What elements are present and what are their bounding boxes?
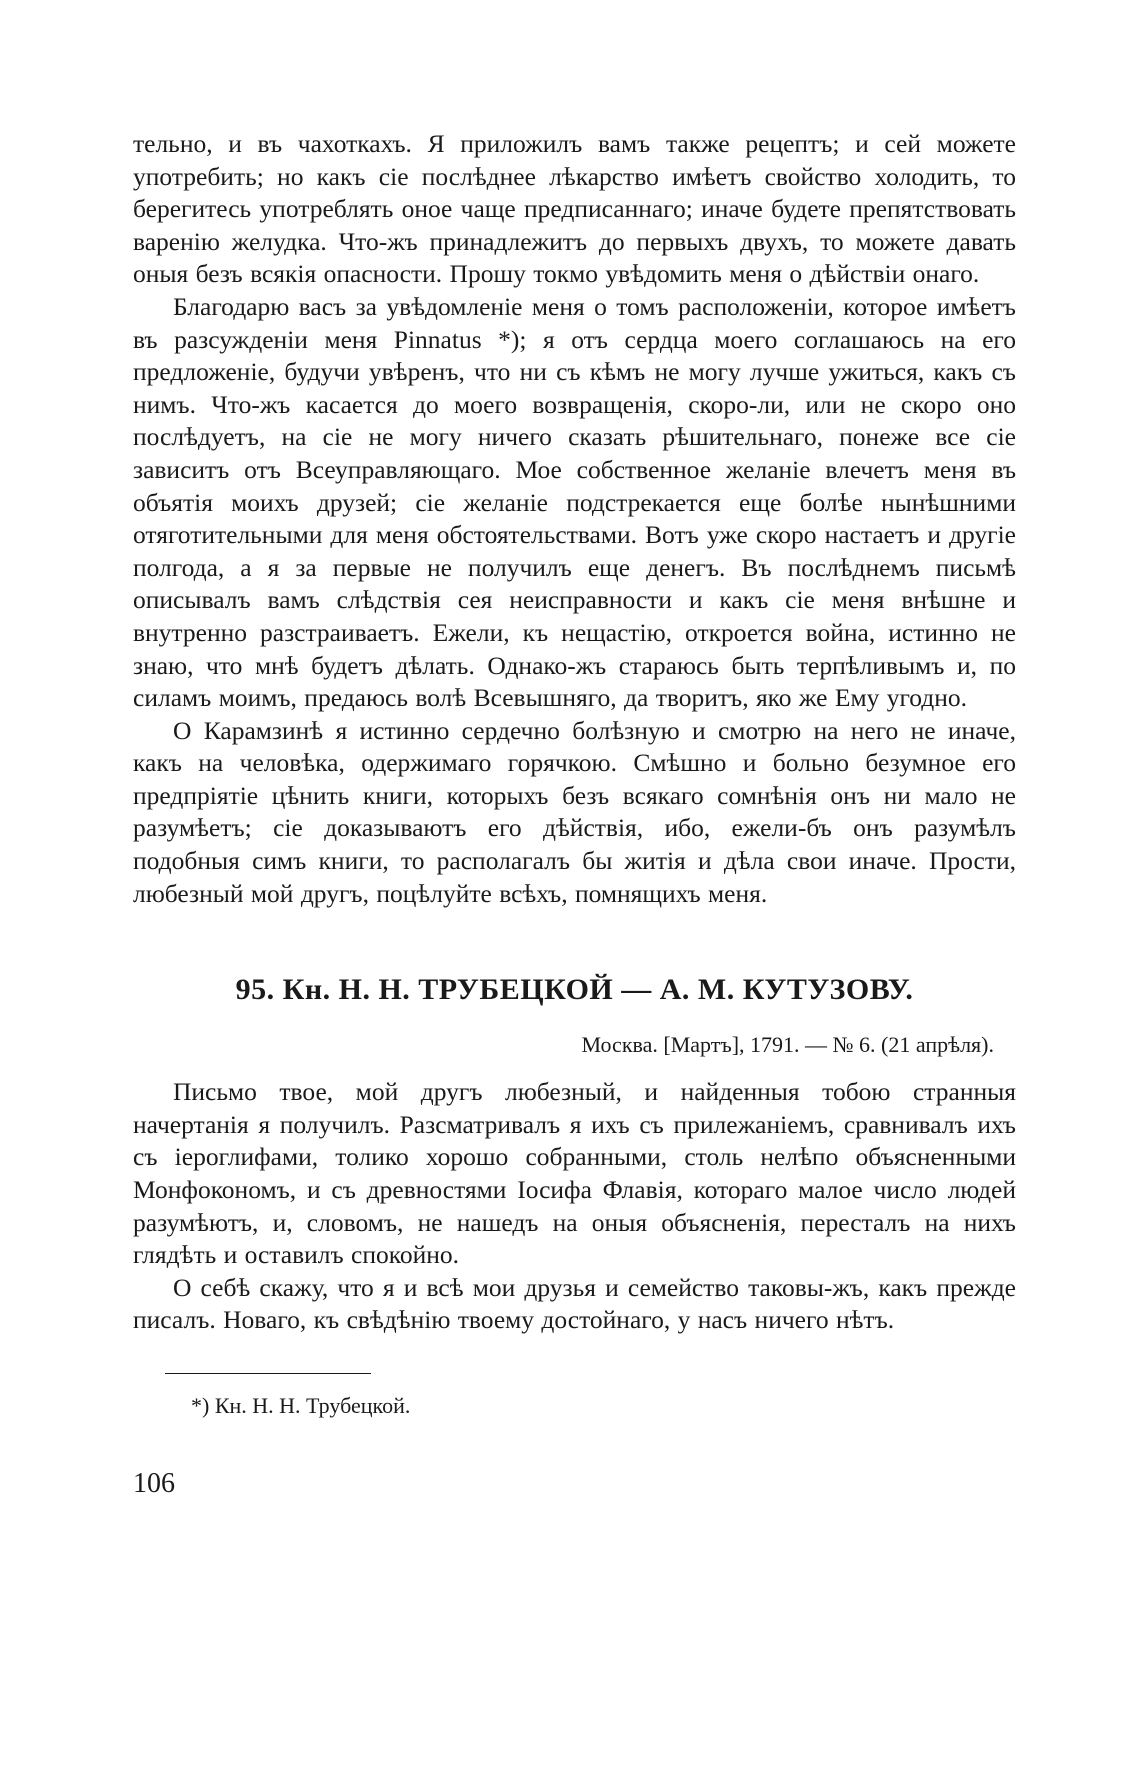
footnote-divider [165, 1373, 371, 1374]
paragraph-3: О Карамзинѣ я истинно сердечно болѣзную и смотрю на него не иначе, какъ на человѣка, одержимаго горячкою. Смѣшно и больно безумное его предпріятіе цѣнить книги, которыхъ безъ всякаго сомнѣнія онъ ни мало не разумѣетъ; сіе доказываютъ его дѣйствія, ибо, ежели-бъ онъ разумѣлъ подобныя симъ книги, то располагалъ бы житія и дѣла свои иначе. Прости, любезный мой другъ, поцѣлуйте всѣхъ, помнящихъ меня. [133, 715, 1016, 908]
letter-heading: 95. Кн. Н. Н. ТРУБЕЦКОЙ — А. М. КУТУЗОВУ. [235, 973, 914, 1007]
paragraph-1: тельно, и въ чахоткахъ. Я приложилъ вамъ также рецептъ; и сей можете употребить; но какъ сіе послѣднее лѣкарство имѣетъ свойство холодить, то берегитесь употреблять оное чаще предписаннаго; иначе будете препятствовать варенію желудка. Что-жъ принадлежитъ до первыхъ двухъ, то можете давать оныя безъ всякія опасности. Прошу токмо увѣдомить меня о дѣйствіи онаго. [133, 129, 1016, 289]
letter-paragraph-2: О себѣ скажу, что я и всѣ мои друзья и семейство таковы-жъ, какъ прежде писалъ. Новаго, къ свѣдѣнію твоему достойнаго, у насъ ничего нѣтъ. [133, 1272, 1016, 1335]
letter-dateline: Москва. [Мартъ], 1791. — № 6. (21 апрѣля). [581, 1032, 994, 1058]
paragraph-2: Благодарю васъ за увѣдомленіе меня о томъ расположеніи, которое имѣетъ въ разсужденіи меня Pinnatus *); я отъ сердца моего соглашаюсь на его предложеніе, будучи увѣренъ, что ни съ кѣмъ не могу лучше ужиться, какъ съ нимъ. Что-жъ касается до моего возвращенія, скоро-ли, или не скоро оно послѣдуетъ, на сіе не могу ничего сказать рѣшительнаго, понеже все сіе зависитъ отъ Всеуправляющаго. Мое собственное желаніе влечетъ меня въ объятія моихъ друзей; сіе желаніе подстрекается еще болѣе нынѣшними отяготительными для меня обстоятельствами. Вотъ уже скоро настаетъ и другіе полгода, а я за первые не получилъ еще денегъ. Въ послѣднемъ письмѣ описывалъ вамъ слѣдствія сея неисправности и какъ сіе меня внѣшне и внутренно разстраиваетъ. Ежели, къ нещастію, откроется война, истинно не знаю, что мнѣ будетъ дѣлать. Однако-жъ стараюсь быть терпѣливымъ и, по силамъ моимъ, предаюсь волѣ Всевышняго, да творитъ, яко же Ему угодно. [133, 291, 1016, 713]
document-page [133, 128, 1016, 1500]
letter-paragraph-1: Письмо твое, мой другъ любезный, и найденныя тобою странныя начертанія я получилъ. Разсматривалъ я ихъ съ прилежаніемъ, сравнивалъ ихъ съ іероглифами, толико хорошо собранными, столь нелѣпо объясненными Монфокономъ, и съ древностями Іосифа Флавія, котораго малое число людей разумѣютъ, и, словомъ, не нашедъ на оныя объясненія, пересталъ на нихъ глядѣть и оставилъ спокойно. [133, 1077, 1016, 1270]
footnote: *) Кн. Н. Н. Трубецкой. [191, 1393, 411, 1418]
page-number: 106 [133, 1468, 175, 1499]
